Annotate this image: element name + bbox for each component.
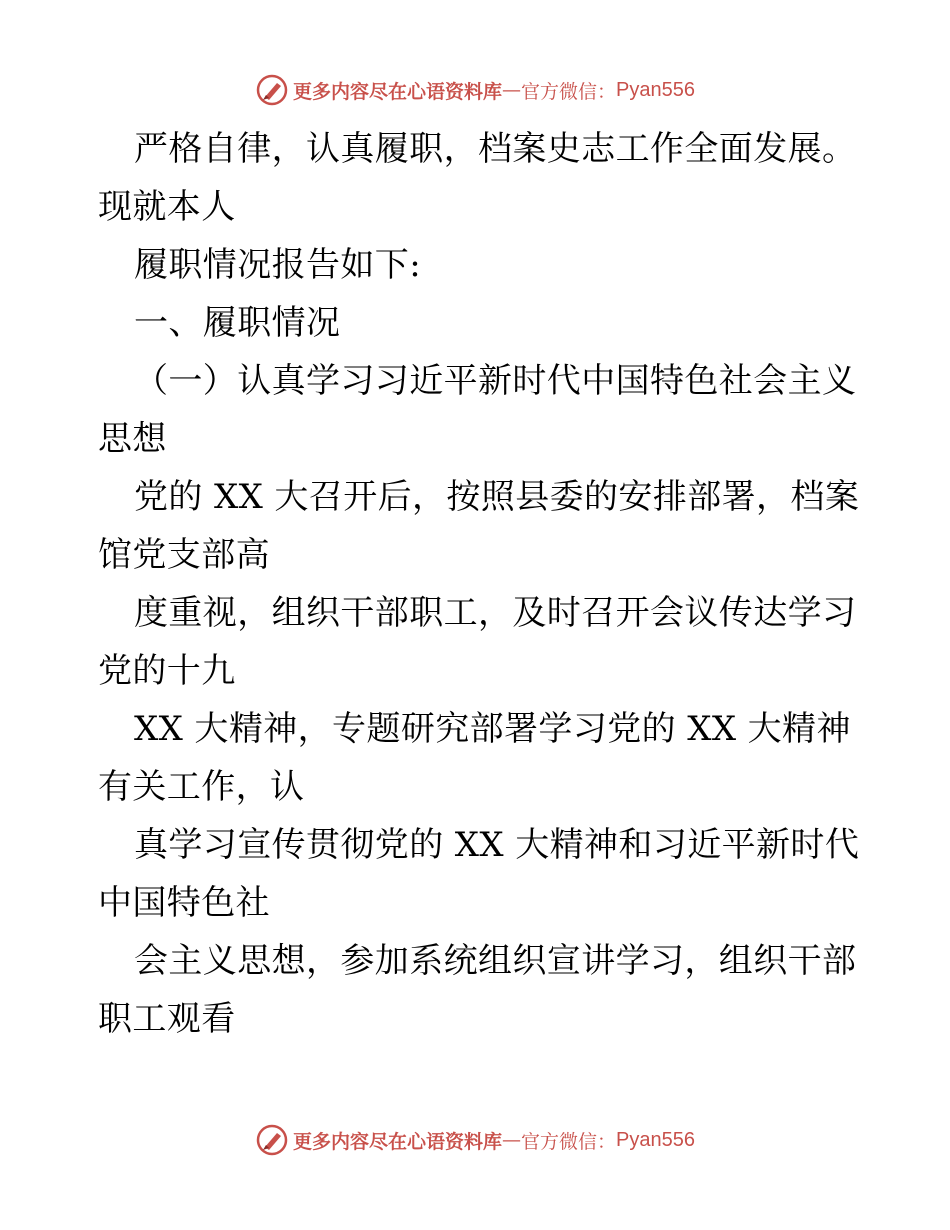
subsection-heading: （一）认真学习习近平新时代中国特色社会主义	[134, 361, 857, 401]
watermark-label: 官方微信：	[521, 80, 617, 103]
section-heading: 一、履职情况	[134, 303, 341, 343]
body-line: 会主义思想，参加系统组织宣讲学习，组织干部	[134, 941, 857, 981]
body-line: 党的十九	[98, 651, 236, 691]
body-line: 职工观看	[98, 999, 236, 1039]
body-line: 现就本人	[98, 187, 236, 227]
body-line: 度重视，组织干部职工，及时召开会议传达学习	[134, 593, 857, 633]
body-line: XX 大精神，专题研究部署学习党的 XX 大精神	[134, 709, 851, 749]
body-line: 党的 XX 大召开后，按照县委的安排部署，档案	[134, 477, 860, 517]
pen-logo-icon	[255, 1123, 289, 1157]
body-line: 履职情况报告如下:	[134, 245, 422, 285]
watermark-dash: —	[502, 1129, 522, 1151]
body-line: 中国特色社	[98, 883, 270, 923]
watermark-account: Pyan556	[616, 78, 695, 101]
body-line: 严格自律，认真履职，档案史志工作全面发展。	[134, 129, 857, 169]
pen-logo-icon	[255, 73, 289, 107]
body-line: 有关工作，认	[98, 767, 305, 807]
watermark-label: 官方微信：	[521, 1130, 617, 1153]
document-body	[98, 120, 858, 1048]
body-line: 馆党支部高	[98, 535, 270, 575]
watermark-account: Pyan556	[616, 1128, 695, 1151]
watermark-text: 更多内容尽在心语资料库	[293, 80, 503, 103]
watermark-dash: —	[502, 79, 522, 101]
header-watermark	[0, 70, 950, 110]
body-line: 思想	[98, 419, 167, 459]
watermark-text: 更多内容尽在心语资料库	[293, 1130, 503, 1153]
footer-watermark	[0, 1120, 950, 1160]
body-line: 真学习宣传贯彻党的 XX 大精神和习近平新时代	[134, 825, 860, 865]
